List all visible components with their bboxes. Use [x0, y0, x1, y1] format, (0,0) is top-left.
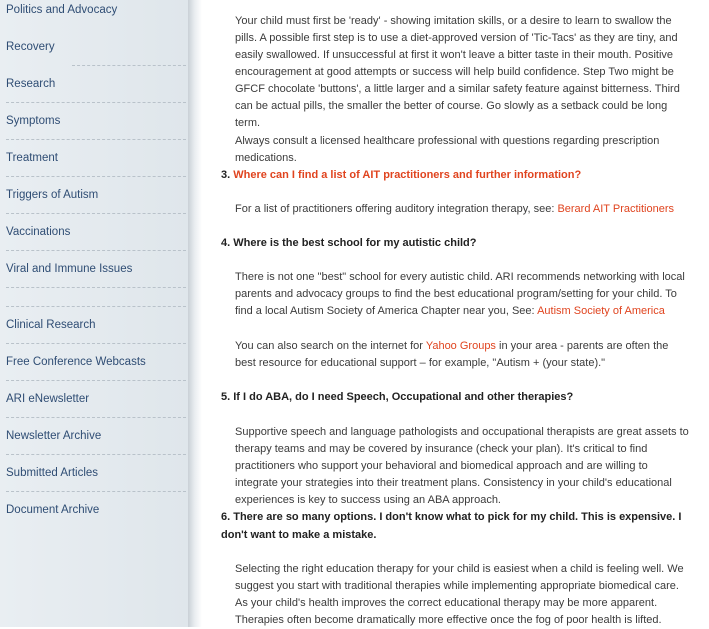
- question-3-number: 3.: [221, 169, 231, 181]
- consult-paragraph: Always consult a licensed healthcare professional with questions regarding prescription medications.: [235, 135, 660, 164]
- answer-6: Selecting the right education therapy for your child is easiest when a child is feeling well. We suggest you start with traditional therapies while implementing appropriate biomedical care. As your child's health improves the correct educational therapy may be more apparent. Therapies often become dramatically more effective once the fog of poor health is lifted.: [235, 563, 684, 626]
- sidebar-shadow: [188, 0, 202, 627]
- sidebar-item-treatment[interactable]: Treatment: [6, 152, 58, 164]
- nav-divider: [72, 65, 186, 66]
- answer-4-text: There is not one "best" school for every autistic child. ARI recommends networking with local parents and advocacy groups to find the best educational program/setting for your child. To find a local Autism Society of America Chapter near you, See:: [235, 271, 685, 317]
- nav-divider: [6, 343, 186, 344]
- answer-4-secondary: [235, 338, 690, 372]
- sidebar-item-document-archive[interactable]: Document Archive: [6, 504, 100, 516]
- nav-divider: [6, 454, 186, 455]
- nav-divider: [6, 176, 186, 177]
- question-3-text: Where can I find a list of AIT practitioners and further information?: [233, 169, 582, 181]
- sidebar-item-ari-enewsletter[interactable]: ARI eNewsletter: [6, 393, 90, 405]
- nav-divider: [6, 306, 186, 307]
- nav-divider: [6, 250, 186, 251]
- yahoo-groups-link[interactable]: Yahoo Groups: [425, 340, 496, 352]
- sidebar-item-research[interactable]: Research: [6, 78, 56, 90]
- nav-divider: [6, 213, 186, 214]
- sidebar-nav: [0, 0, 188, 627]
- sidebar-item-viral-and-immune-issues[interactable]: Viral and Immune Issues: [6, 263, 133, 275]
- sidebar-item-symptoms[interactable]: Symptoms: [6, 115, 61, 127]
- answer-3: [235, 201, 690, 218]
- sidebar-item-clinical-research[interactable]: Clinical Research: [6, 319, 96, 331]
- sidebar-item-vaccinations[interactable]: Vaccinations: [6, 226, 71, 238]
- nav-divider: [6, 380, 186, 381]
- nav-divider: [6, 102, 186, 103]
- sidebar-item-free-conference-webcasts[interactable]: Free Conference Webcasts: [6, 356, 146, 368]
- question-6: 6. There are so many options. I don't know what to pick for my child. This is expensive. I don't want to make a mistake.: [221, 511, 682, 541]
- answer-3-text: For a list of practitioners offering auditory integration therapy, see:: [235, 203, 558, 215]
- question-4: 4. Where is the best school for my autistic child?: [221, 237, 477, 249]
- sidebar-item-recovery[interactable]: Recovery: [6, 41, 55, 53]
- sidebar-item-newsletter-archive[interactable]: Newsletter Archive: [6, 430, 102, 442]
- sidebar-item-submitted-articles[interactable]: Submitted Articles: [6, 467, 99, 479]
- question-3: [221, 167, 706, 185]
- answer-pills-paragraph: Your child must first be 'ready' - showing imitation skills, or a desire to learn to swallow the pills. A possible first step is to use a diet-approved version of 'Tic-Tacs' as they are tiny, and easily swallowed. If unsuccessful at first it won't leave a bitter taste in their mouth. Positive encouragement at good attempts or success will help build confidence. Step Two might be GFCF chocolate 'buttons', a little larger and a similar safety feature against bitterness. Third can be actual pills, the smaller the better of course. Go slowly as a setback could be long term.: [235, 15, 680, 129]
- sidebar-item-politics-and-advocacy[interactable]: Politics and Advocacy: [6, 4, 118, 16]
- berard-ait-link[interactable]: Berard AIT Practitioners: [557, 203, 675, 215]
- answer-4: [235, 269, 690, 320]
- nav-divider: [6, 417, 186, 418]
- answer-4b-pre: You can also search on the internet for: [235, 340, 426, 352]
- sidebar-item-triggers-of-autism[interactable]: Triggers of Autism: [6, 189, 99, 201]
- nav-divider: [6, 139, 186, 140]
- question-5: 5. If I do ABA, do I need Speech, Occupational and other therapies?: [221, 391, 574, 403]
- nav-divider: [6, 491, 186, 492]
- answer-4b-post: in your area - parents are often the best resource for educational support – for example, "Autism + (your state).": [235, 340, 669, 369]
- answer-5: Supportive speech and language pathologists and occupational therapists are great assets to therapy teams and may be covered by insurance (check your plan). It's critical to find practitioners who support your behavioral and biomedical approach and are willing to integrate your strategies into their treatment plans. Consistency in your child's educational experiences is key to success using an ABA approach.: [235, 426, 689, 506]
- nav-divider: [6, 287, 186, 288]
- autism-society-link[interactable]: Autism Society of America: [537, 305, 665, 317]
